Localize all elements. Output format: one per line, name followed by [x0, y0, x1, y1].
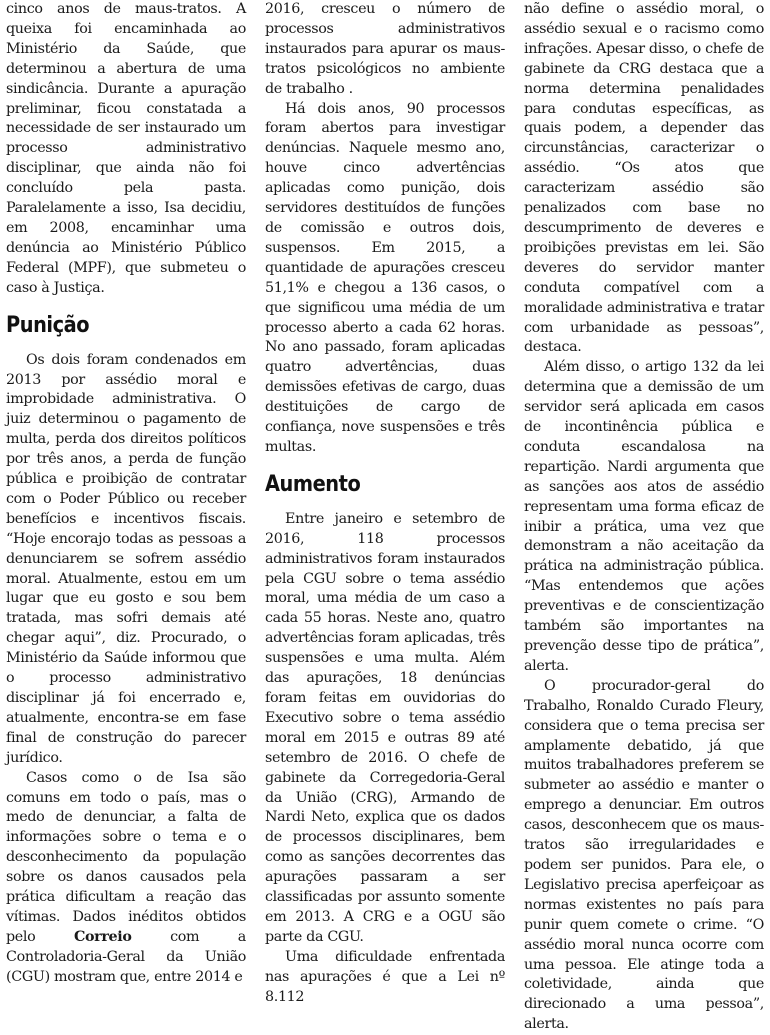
paragraph-9: Além disso, o artigo 132 da lei determina que a demissão de um servidor será aplicada em casos de incontinência pública e conduta escandalosa na repartição. Nardi argumenta que as sanções aos atos de assédio representam uma forma eficaz de inibir a prática, uma vez que demonstram a não aceitação da prática na administração pública. “Mas entendemos que ações preventivas e de conscientização também são importantes na prevenção desse tipo de prática”, alerta.: [524, 359, 764, 674]
section-heading-aumento: Aumento: [265, 471, 361, 497]
paragraph-4: 2016, cresceu o número de processos administrativos instaurados para apurar os maus-tratos psicológicos no ambiente de trabalho .: [265, 1, 505, 97]
paragraph-10: O procurador-geral do Trabalho, Ronaldo Curado Fleury, considera que o tema precisa ser amplamente debatido, já que muitos trabalhadores preferem se submeter ao assédio e manter o emprego a denunciar. Em outros casos, desconhecem que os maus-tratos são irregularidades e podem ser punidos. Para ele, o Legislativo precisa aperfeiçoar as normas existentes no país para punir quem comete o crime. “O assédio moral nunca ocorre com uma pessoa. Ele atinge toda a coletividade, ainda que direcionado a uma pessoa”, alerta.: [524, 677, 764, 1033]
column-3: [524, 0, 764, 1033]
paragraph-5: Há dois anos, 90 processos foram abertos para investigar denúncias. Naquele mesmo ano, houve cinco advertências aplicadas como punição, dois servidores destituídos de funções de comissão e outros dois, suspensos. Em 2015, a quantidade de apurações cresceu 51,1% e chegou a 136 casos, o que significou uma média de um processo aberto a cada 62 horas. No ano passado, foram aplicadas quatro advertências, duas demissões efetivas de cargo, duas destituições de cargo de confiança, nove suspensões e três multas.: [265, 100, 505, 455]
paragraph-8: não define o assédio moral, o assédio sexual e o racismo como infrações. Apesar disso, o chefe de gabinete da CRG destaca que a norma determina penalidades para condutas específicas, as quais podem, a depender das circunstâncias, caracterizar o assédio. “Os atos que caracterizam assédio são penalizados com base no descumprimento de deveres e proibições previstas em lei. São deveres do servidor manter conduta compatível com a moralidade administrativa e tratar com urbanidade as pessoas”, destaca.: [524, 1, 764, 356]
column-1: [6, 0, 246, 985]
paragraph-6: Entre janeiro e setembro de 2016, 118 processos administrativos foram instaurados pela CGU sobre o tema assédio moral, uma média de um caso a cada 55 horas. Neste ano, quatro advertências foram aplicadas, três suspensões e uma multa. Além das apurações, 18 denúncias foram feitas em ouvidorias do Executivo sobre o tema assédio moral em 2015 e outras 89 até setembro de 2016. O chefe de gabinete da Corregedoria-Geral da União (CRG), Armando de Nardi Neto, explica que os dados de processos disciplinares, bem como as sanções decorrentes das apurações passaram a ser classificadas por assunto somente em 2013. A CRG e a OGU são parte da CGU.: [265, 510, 505, 945]
paragraph-3-text-b: com a Controladoria-Geral da União (CGU) mostram que, entre 2014 e: [6, 928, 246, 985]
paragraph-2: Os dois foram condenados em 2013 por assédio moral e improbidade administrativa. O juiz determinou o pagamento de multa, perda dos direitos políticos por três anos, a perda de função pública e proibição de contratar com o Poder Público ou receber benefícios e incentivos fiscais. “Hoje encorajo todas as pessoas a denunciarem se sofrem assédio moral. Atualmente, estou em um lugar que eu gosto e sou bem tratada, mas sofri demais até chegar aqui”, diz. Procurado, o Ministério da Saúde informou que o processo administrativo disciplinar já foi encerrado e, atualmente, encontra-se em fase final de construção do parecer jurídico.: [6, 351, 246, 766]
paragraph-3-text-a: Casos como o de Isa são comuns em todo o país, mas o medo de denunciar, a falta de informações sobre o tema e o desconhecimento da população sobre os danos causados pela prática dificultam a reação das vítimas. Dados inéditos obtidos pelo: [6, 769, 246, 945]
newspaper-name: Correio: [73, 928, 132, 945]
paragraph-7: Uma dificuldade enfrentada nas apurações é que a Lei nº 8.112: [265, 948, 505, 1005]
section-heading-punicao: Punição: [6, 312, 90, 338]
paragraph-1: cinco anos de maus-tratos. A queixa foi encaminhada ao Ministério da Saúde, que determinou a abertura de uma sindicância. Durante a apuração preliminar, ficou constatada a necessidade de ser instaurado um processo administrativo disciplinar, que ainda não foi concluído pela pasta. Paralelamente a isso, Isa decidiu, em 2008, encaminhar uma denúncia ao Ministério Público Federal (MPF), que submeteu o caso à Justiça.: [6, 1, 246, 296]
column-2: [265, 0, 505, 1005]
paragraph-3: [6, 769, 246, 988]
